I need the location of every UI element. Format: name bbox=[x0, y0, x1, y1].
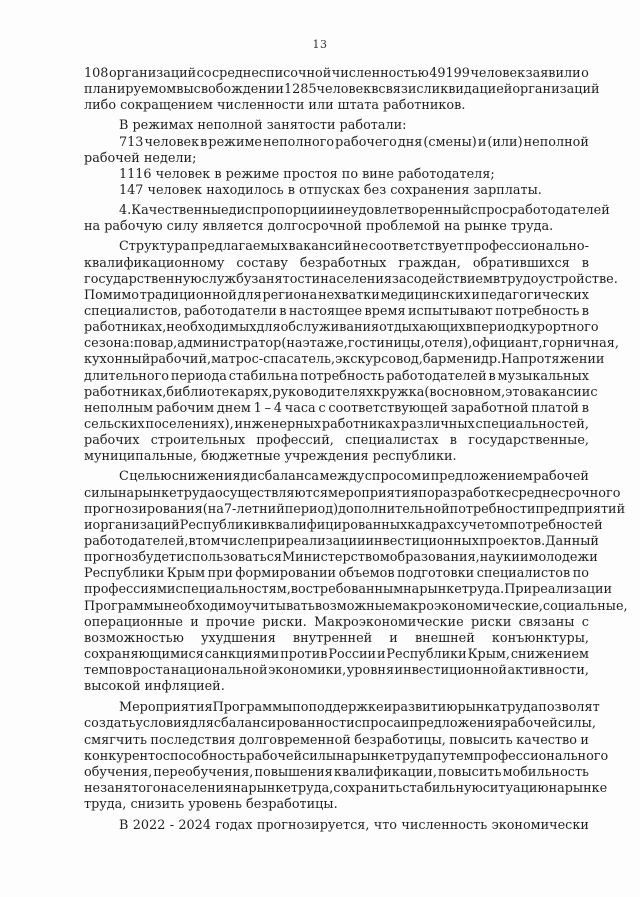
text-line: возможностью ухудшения внутренней и внешней конъюнктуры, bbox=[84, 630, 589, 646]
text-line: прогноз будет использоваться Министерством образования, науки и молодежи bbox=[84, 550, 598, 566]
text-line: Республики Крым при формировании объемов подготовки специалистов по bbox=[84, 566, 589, 582]
text-line: неполным рабочим днем 1 – 4 часа с соответствующей заработной платой в bbox=[84, 400, 589, 416]
text-line: Программы необходимо учитывать возможные макроэкономические, социальные, bbox=[84, 598, 628, 614]
text-line: 4. Качественные диспропорции и неудовлетворенный спрос работодателей bbox=[119, 203, 610, 219]
text-line: В режимах неполной занятости работали: bbox=[119, 118, 407, 134]
text-line: В 2022 - 2024 годах прогнозируется, что численность экономически bbox=[119, 818, 589, 834]
text-line: темпов роста национальной экономики, уровня инвестиционной активности, bbox=[84, 663, 589, 679]
text-line: конкурентоспособность рабочей силы на рынке труда путем профессионального bbox=[84, 748, 609, 764]
text-line: работниках, библиотекарях, руководителях кружка (в основном, это вакансии с bbox=[84, 384, 598, 400]
text-line: планируемом высвобождении 1285 человек в связи с ликвидацией организаций bbox=[84, 82, 600, 98]
text-line: длительного периода стабильна потребность работодателей в музыкальных bbox=[84, 368, 589, 384]
text-line: рабочей недели; bbox=[84, 150, 197, 166]
text-line: либо сокращением численности или штата работников. bbox=[84, 98, 466, 114]
text-line: Мероприятия Программы по поддержке и развитию рынка труда позволят bbox=[119, 700, 600, 716]
text-line: кухонный рабочий, матрос-спасатель, экскурсовод, бармен и др. На протяжении bbox=[84, 352, 605, 368]
text-line: высокой инфляцией. bbox=[84, 679, 225, 695]
text-line: сезона: повар, администратор (на этаже, гостиницы, отеля), официант, горничная, bbox=[84, 336, 619, 352]
text-line: сохраняющимися санкциями против России и Республики Крым, снижением bbox=[84, 646, 589, 662]
text-line: труда, снизить уровень безработицы. bbox=[84, 797, 338, 813]
text-line: обучения, переобучения, повышения квалификации, повысить мобильность bbox=[84, 764, 589, 780]
text-line: работодателей, в том числе при реализации инвестиционных проектов. Данный bbox=[84, 533, 599, 549]
text-line: 108 организаций со среднесписочной численностью 49199 человек заявили о bbox=[84, 66, 589, 81]
text-line: 1116 человек в режиме простоя по вине работодателя; bbox=[119, 166, 495, 182]
body-text bbox=[84, 66, 628, 834]
text-line: незанятого населения на рынке труда, сохранить стабильную ситуацию на рынке bbox=[84, 781, 608, 797]
text-line: 713 человек в режиме неполного рабочего дня (смены) и (или) неполной bbox=[119, 134, 589, 150]
text-line: специалистов, работодатели в настоящее время испытывают потребность в bbox=[84, 303, 589, 319]
page-number: 13 bbox=[312, 38, 328, 51]
text-line: работниках, необходимых для обслуживания отдыхающих в период курортного bbox=[84, 320, 599, 336]
text-line: сельских поселениях), инженерных работниках различных специальностей, bbox=[84, 416, 589, 432]
text-line: силы на рынке труда осуществляются мероприятия по разработке среднесрочного bbox=[84, 485, 621, 501]
text-line: прогнозирования (на 7-летний период) дополнительной потребности предприятий bbox=[84, 501, 626, 517]
text-line: рабочих строительных профессий, специалистах в государственные, bbox=[84, 433, 589, 449]
text-line: на рабочую силу является долгосрочной проблемой на рынке труда. bbox=[84, 219, 554, 235]
text-line: 147 человек находилось в отпусках без сохранения зарплаты. bbox=[119, 182, 542, 198]
text-line: профессиям и специальностям, востребованным на рынке труда. При реализации bbox=[84, 582, 613, 598]
text-line: Помимо традиционной для региона нехватки медицинских и педагогических bbox=[84, 287, 589, 303]
text-line: и организаций Республики в квалифицированных кадрах с учетом потребностей bbox=[84, 517, 603, 533]
text-line: С целью снижения дисбаланса между спросом и предложением рабочей bbox=[119, 469, 589, 485]
text-line: создать условия для сбалансированности спроса и предложения рабочей силы, bbox=[84, 716, 596, 732]
text-line: операционные и прочие риски. Макроэкономические риски связаны с bbox=[84, 614, 589, 630]
text-line: квалификационному составу безработных граждан, обратившихся в bbox=[84, 255, 589, 271]
text-line: муниципальные, бюджетные учреждения республики. bbox=[84, 449, 457, 465]
text-line: государственную службу занятости населения за содействием в трудоустройстве. bbox=[84, 271, 618, 287]
text-line: смягчить последствия долговременной безработицы, повысить качество и bbox=[84, 732, 589, 748]
text-line: Структура предлагаемых вакансий не соответствует профессионально- bbox=[119, 239, 589, 255]
